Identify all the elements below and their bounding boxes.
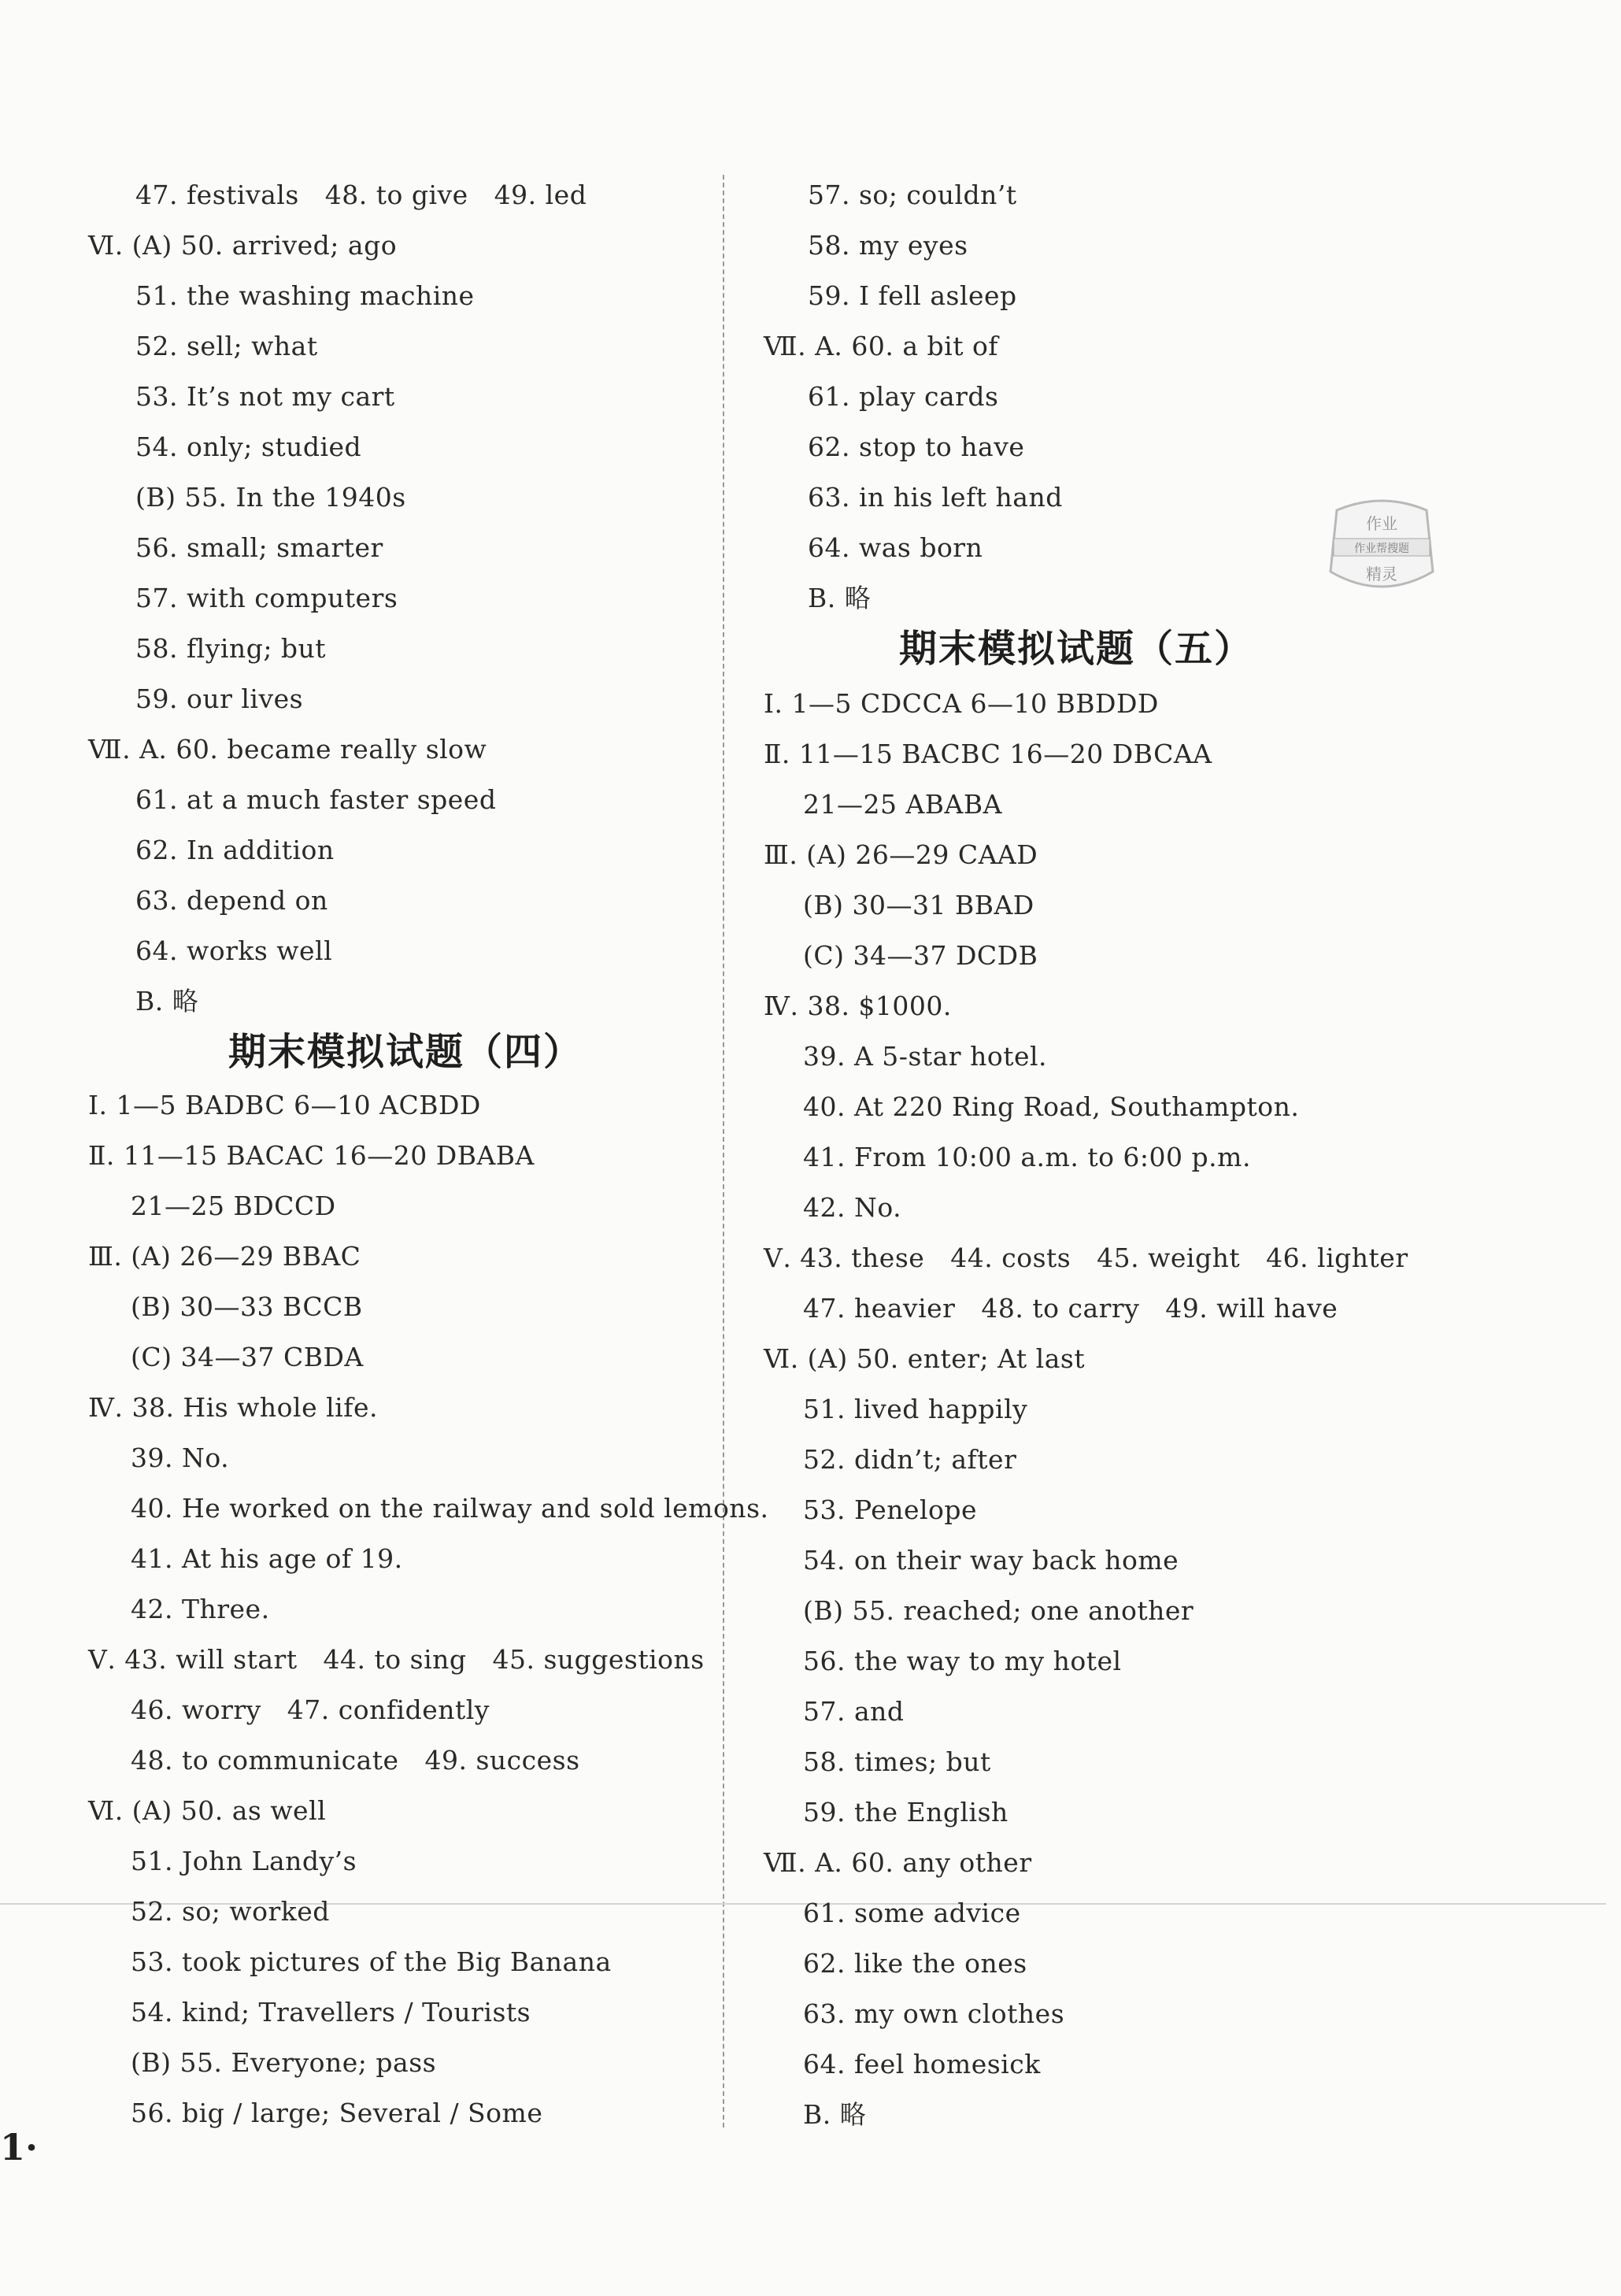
watermark-stamp bbox=[1323, 496, 1441, 598]
page-number: 1· bbox=[0, 2126, 39, 2168]
answer-line: 47. festivals 48. to give 49. led bbox=[135, 180, 587, 210]
answer-line: 62. In addition bbox=[135, 835, 335, 865]
answer-line: 54. only; studied bbox=[135, 431, 362, 462]
answer-line: 63. my own clothes bbox=[803, 1998, 1065, 2029]
column-divider bbox=[723, 175, 724, 2128]
answer-line: 57. and bbox=[803, 1696, 905, 1727]
answer-line: (B) 30—33 BCCB bbox=[131, 1291, 363, 1322]
answer-line: 40. He worked on the railway and sold lemons. bbox=[131, 1493, 769, 1524]
stamp-badge-icon bbox=[1323, 496, 1441, 598]
answer-line: Ⅱ. 11—15 BACAC 16—20 DBABA bbox=[88, 1140, 535, 1171]
answer-line: 39. No. bbox=[131, 1442, 230, 1473]
answer-line: 56. the way to my hotel bbox=[803, 1646, 1122, 1676]
answer-line: Ⅳ. 38. His whole life. bbox=[88, 1392, 378, 1423]
answer-line: Ⅶ. A. 60. a bit of bbox=[764, 331, 999, 361]
answer-line: 48. to communicate 49. success bbox=[131, 1745, 580, 1776]
answer-line: 64. was born bbox=[808, 532, 983, 563]
answer-line: 58. times; but bbox=[803, 1746, 991, 1777]
answer-line: 61. play cards bbox=[808, 381, 999, 412]
stamp-middle-text: 作业帮搜题 bbox=[1354, 543, 1409, 555]
answer-line: 63. depend on bbox=[135, 885, 328, 916]
answer-line: Ⅶ. A. 60. became really slow bbox=[88, 734, 487, 765]
answer-line: 54. on their way back home bbox=[803, 1545, 1179, 1576]
answer-line: 51. lived happily bbox=[803, 1394, 1028, 1424]
answer-line: (B) 55. Everyone; pass bbox=[131, 2047, 437, 2078]
answer-line: 21—25 BDCCD bbox=[131, 1191, 336, 1221]
answer-line: 47. heavier 48. to carry 49. will have bbox=[803, 1293, 1338, 1324]
answer-line: B. 略 bbox=[803, 2099, 867, 2130]
answer-line: 62. like the ones bbox=[803, 1948, 1027, 1979]
answer-line: 61. at a much faster speed bbox=[135, 784, 497, 815]
answer-line: 58. my eyes bbox=[808, 230, 968, 261]
answer-line: 64. feel homesick bbox=[803, 2049, 1041, 2079]
answer-line: Ⅶ. A. 60. any other bbox=[764, 1847, 1032, 1878]
answer-line: Ⅰ. 1—5 BADBC 6—10 ACBDD bbox=[88, 1090, 481, 1120]
answer-line: Ⅴ. 43. will start 44. to sing 45. suggestions bbox=[88, 1644, 705, 1675]
answer-line: B. 略 bbox=[135, 986, 199, 1017]
answer-line: 61. some advice bbox=[803, 1898, 1021, 1928]
answer-line: 59. our lives bbox=[135, 683, 304, 714]
answer-line: 52. sell; what bbox=[135, 331, 318, 361]
answer-line: (C) 34—37 CBDA bbox=[131, 1342, 364, 1372]
answer-line: 57. so; couldn’t bbox=[808, 180, 1017, 210]
answer-line: 63. in his left hand bbox=[808, 482, 1063, 513]
answer-line: 53. took pictures of the Big Banana bbox=[131, 1946, 612, 1977]
answer-line: Ⅵ. (A) 50. arrived; ago bbox=[88, 230, 398, 261]
answer-line: 59. the English bbox=[803, 1797, 1008, 1828]
stamp-top-text: 作业 bbox=[1366, 514, 1397, 533]
answer-line: Ⅱ. 11—15 BACBC 16—20 DBCAA bbox=[764, 739, 1212, 769]
answer-line: 59. I fell asleep bbox=[808, 280, 1017, 311]
answer-line: 64. works well bbox=[135, 935, 333, 966]
answer-line: 56. big / large; Several / Some bbox=[131, 2098, 543, 2128]
answer-line: Ⅴ. 43. these 44. costs 45. weight 46. lighter bbox=[764, 1242, 1408, 1273]
answer-line: 52. didn’t; after bbox=[803, 1444, 1017, 1475]
answer-line: 54. kind; Travellers / Tourists bbox=[131, 1997, 531, 2028]
answer-line: 57. with computers bbox=[135, 583, 398, 613]
answer-line: 41. At his age of 19. bbox=[131, 1543, 403, 1574]
answer-line: 58. flying; but bbox=[135, 633, 327, 664]
answer-line: 42. Three. bbox=[131, 1594, 270, 1624]
answer-line: Ⅰ. 1—5 CDCCA 6—10 BBDDD bbox=[764, 688, 1159, 719]
answer-line: 52. so; worked bbox=[131, 1896, 330, 1927]
answer-line: (B) 55. reached; one another bbox=[803, 1595, 1194, 1626]
answer-line: 40. At 220 Ring Road, Southampton. bbox=[803, 1091, 1300, 1122]
section-title: 期末模拟试题（五） bbox=[899, 627, 1254, 671]
answer-line: Ⅳ. 38. $1000. bbox=[764, 991, 952, 1021]
answer-line: 53. Penelope bbox=[803, 1494, 978, 1525]
answer-line: 53. It’s not my cart bbox=[135, 381, 395, 412]
answer-line: (B) 30—31 BBAD bbox=[803, 890, 1034, 920]
answer-line: 56. small; smarter bbox=[135, 532, 383, 563]
answer-line: Ⅵ. (A) 50. as well bbox=[88, 1795, 327, 1826]
answer-line: 21—25 ABABA bbox=[803, 789, 1002, 820]
answer-line: Ⅲ. (A) 26—29 CAAD bbox=[764, 839, 1038, 870]
section-title: 期末模拟试题（四） bbox=[228, 1030, 583, 1074]
answer-line: (B) 55. In the 1940s bbox=[135, 482, 406, 513]
answer-line: Ⅵ. (A) 50. enter; At last bbox=[764, 1343, 1086, 1374]
answer-line: (C) 34—37 DCDB bbox=[803, 940, 1038, 971]
answer-line: B. 略 bbox=[808, 583, 872, 613]
answer-line: 51. the washing machine bbox=[135, 280, 475, 311]
answer-line: 39. A 5-star hotel. bbox=[803, 1041, 1048, 1072]
answer-line: 51. John Landy’s bbox=[131, 1846, 357, 1876]
answer-line: 42. No. bbox=[803, 1192, 902, 1223]
answer-line: 62. stop to have bbox=[808, 431, 1025, 462]
answer-line: 46. worry 47. confidently bbox=[131, 1694, 490, 1725]
stamp-bottom-text: 精灵 bbox=[1366, 565, 1397, 583]
answer-line: Ⅲ. (A) 26—29 BBAC bbox=[88, 1241, 361, 1272]
answer-line: 41. From 10:00 a.m. to 6:00 p.m. bbox=[803, 1142, 1251, 1172]
